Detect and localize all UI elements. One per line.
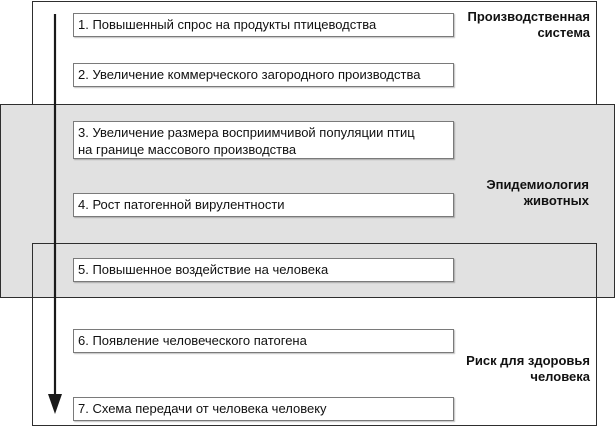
step-2-box: 2. Увеличение коммерческого загородного производства	[73, 63, 454, 87]
down-arrow-icon	[44, 14, 66, 416]
human-health-risk-label: Риск для здоровья человека	[466, 353, 590, 384]
step-1-box: 1. Повышенный спрос на продукты птицеводства	[73, 13, 454, 37]
step-5-box: 5. Повышенное воздействие на человека	[73, 258, 454, 282]
animal-epidemiology-label: Эпидемиология животных	[486, 177, 589, 208]
step-4-box: 4. Рост патогенной вирулентности	[73, 193, 454, 217]
step-6-box: 6. Появление человеческого патогена	[73, 329, 454, 353]
step-3-box: 3. Увеличение размера восприимчивой популяции птиц на границе массового производства	[73, 121, 454, 159]
step-7-box: 7. Схема передачи от человека человеку	[73, 397, 454, 421]
production-system-label: Производственная система	[467, 9, 590, 40]
